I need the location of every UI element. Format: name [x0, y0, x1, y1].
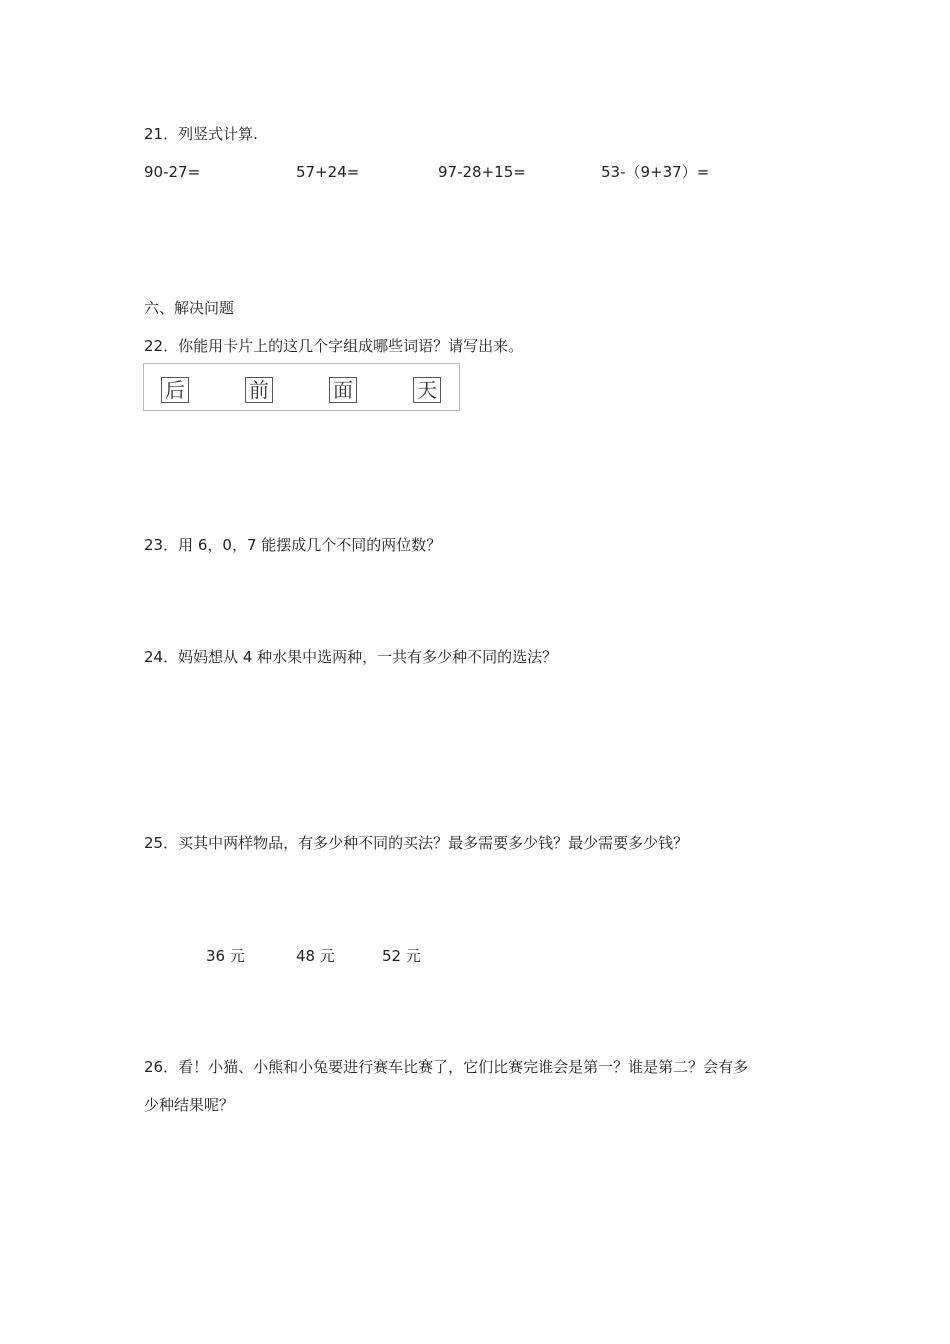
- question-21-title: 21．列竖式计算.: [144, 125, 258, 143]
- question-25-text: 25．买其中两样物品，有多少种不同的买法？最多需要多少钱？最少需要多少钱？: [144, 834, 689, 852]
- price-label: 48 元: [296, 947, 335, 965]
- price-label: 52 元: [382, 947, 421, 965]
- question-26-line-2: 少种结果呢？: [144, 1096, 235, 1114]
- character-card: 天: [413, 377, 441, 403]
- calc-item-3: 97-28+15=: [438, 163, 526, 181]
- question-26-line-1: 26．看！小猫、小熊和小兔要进行赛车比赛了，它们比赛完谁会是第一？谁是第二？会有多: [144, 1058, 749, 1076]
- question-23-text: 23．用 6，0，7 能摆成几个不同的两位数？: [144, 536, 442, 554]
- character-cards-panel: [143, 363, 460, 411]
- calc-item-2: 57+24=: [296, 163, 360, 181]
- character-card: 前: [245, 377, 273, 403]
- price-label: 36 元: [206, 947, 245, 965]
- calc-item-4: 53-（9+37）=: [601, 163, 710, 181]
- question-22-text: 22．你能用卡片上的这几个字组成哪些词语？请写出来。: [144, 337, 524, 355]
- question-24-text: 24．妈妈想从 4 种水果中选两种，一共有多少种不同的选法？: [144, 648, 558, 666]
- section-6-heading: 六、解决问题: [144, 299, 235, 317]
- character-card: 后: [161, 377, 189, 403]
- calc-item-1: 90-27=: [144, 163, 201, 181]
- character-card: 面: [329, 377, 357, 403]
